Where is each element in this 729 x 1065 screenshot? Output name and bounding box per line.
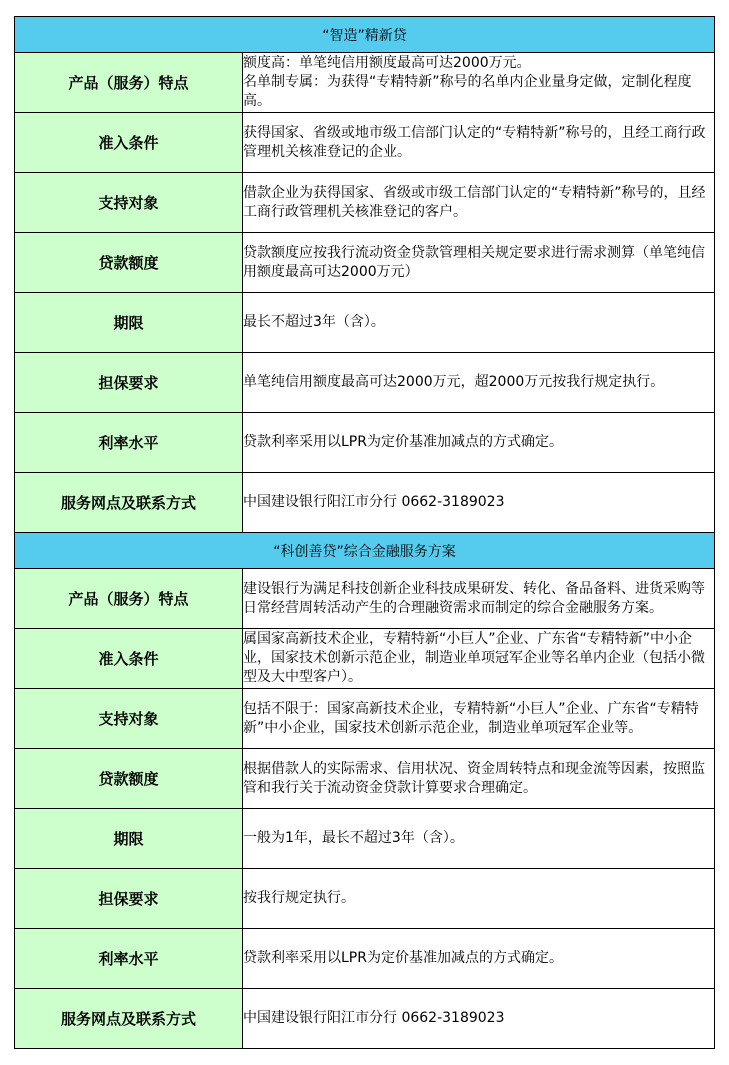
row-value [243, 413, 715, 473]
section-header-row [15, 533, 715, 569]
row-label: 期限 [15, 293, 243, 353]
table-row [15, 629, 715, 689]
row-value [243, 689, 715, 749]
value-line: 贷款利率采用以LPR为定价基准加减点的方式确定。 [243, 434, 563, 450]
table-row [15, 293, 715, 353]
row-value [243, 173, 715, 233]
row-value [243, 293, 715, 353]
row-label: 支持对象 [15, 173, 243, 233]
value-line: 一般为1年，最长不超过3年（含）。 [243, 830, 464, 846]
row-label: 产品（服务）特点 [15, 569, 243, 629]
loan-product-table [14, 16, 715, 1049]
row-value [243, 113, 715, 173]
value-line: 属国家高新技术企业，专精特新“小巨人”企业、广东省“专精特新”中小企业，国家技术创新示范企业，制造业单项冠军企业等名单内企业（包括小微型及大中型客户）。 [243, 631, 705, 685]
table-row [15, 413, 715, 473]
table-row [15, 53, 715, 113]
table-row [15, 473, 715, 533]
value-line: 中国建设银行阳江市分行 0662-3189023 [243, 494, 505, 510]
row-value [243, 869, 715, 929]
value-line: 贷款利率采用以LPR为定价基准加减点的方式确定。 [243, 950, 563, 966]
section-header-row [15, 17, 715, 53]
row-label: 利率水平 [15, 929, 243, 989]
table-row [15, 173, 715, 233]
table-row [15, 569, 715, 629]
table-row [15, 869, 715, 929]
table-row [15, 689, 715, 749]
row-value [243, 353, 715, 413]
value-line: 按我行规定执行。 [243, 890, 355, 906]
row-value [243, 569, 715, 629]
table-row [15, 233, 715, 293]
row-label: 服务网点及联系方式 [15, 473, 243, 533]
row-value [243, 629, 715, 689]
table-row [15, 353, 715, 413]
table-row [15, 989, 715, 1049]
table-row [15, 809, 715, 869]
value-line: 获得国家、省级或地市级工信部门认定的“专精特新”称号的，且经工商行政管理机关核准登记的企业。 [243, 124, 706, 160]
row-label: 贷款额度 [15, 233, 243, 293]
row-label: 期限 [15, 809, 243, 869]
row-value [243, 929, 715, 989]
row-value [243, 989, 715, 1049]
row-label: 服务网点及联系方式 [15, 989, 243, 1049]
table-row [15, 113, 715, 173]
value-line: 名单制专属：为获得“专精特新”称号的名单内企业量身定做，定制化程度高。 [243, 74, 692, 109]
row-value [243, 809, 715, 869]
row-label: 担保要求 [15, 353, 243, 413]
row-label: 准入条件 [15, 113, 243, 173]
row-value [243, 473, 715, 533]
table-row [15, 929, 715, 989]
row-label: 贷款额度 [15, 749, 243, 809]
value-line: 借款企业为获得国家、省级或市级工信部门认定的“专精特新”称号的，且经工商行政管理机关核准登记的客户。 [243, 184, 706, 220]
section-title: “科创善贷”综合金融服务方案 [15, 533, 715, 569]
row-value [243, 749, 715, 809]
value-line: 中国建设银行阳江市分行 0662-3189023 [243, 1010, 505, 1026]
row-value [243, 233, 715, 293]
value-line: 贷款额度应按我行流动资金贷款管理相关规定要求进行需求测算（单笔纯信用额度最高可达2000万元） [243, 244, 705, 280]
value-line: 包括不限于：国家高新技术企业，专精特新“小巨人”企业、广东省“专精特新”中小企业，国家技术创新示范企业，制造业单项冠军企业等。 [243, 700, 699, 736]
section-title: “智造”精新贷 [15, 17, 715, 53]
row-value [243, 53, 715, 113]
row-label: 利率水平 [15, 413, 243, 473]
table-row [15, 749, 715, 809]
value-line: 根据借款人的实际需求、信用状况、资金周转特点和现金流等因素，按照监管和我行关于流动资金贷款计算要求合理确定。 [243, 760, 705, 796]
row-label: 产品（服务）特点 [15, 53, 243, 113]
row-label: 准入条件 [15, 629, 243, 689]
value-line: 建设银行为满足科技创新企业科技成果研发、转化、备品备料、进货采购等日常经营周转活动产生的合理融资需求而制定的综合金融服务方案。 [243, 580, 705, 616]
value-line: 额度高：单笔纯信用额度最高可达2000万元。 [243, 55, 531, 71]
row-label: 支持对象 [15, 689, 243, 749]
value-line: 单笔纯信用额度最高可达2000万元，超2000万元按我行规定执行。 [243, 374, 665, 390]
value-line: 最长不超过3年（含）。 [243, 314, 385, 330]
row-label: 担保要求 [15, 869, 243, 929]
